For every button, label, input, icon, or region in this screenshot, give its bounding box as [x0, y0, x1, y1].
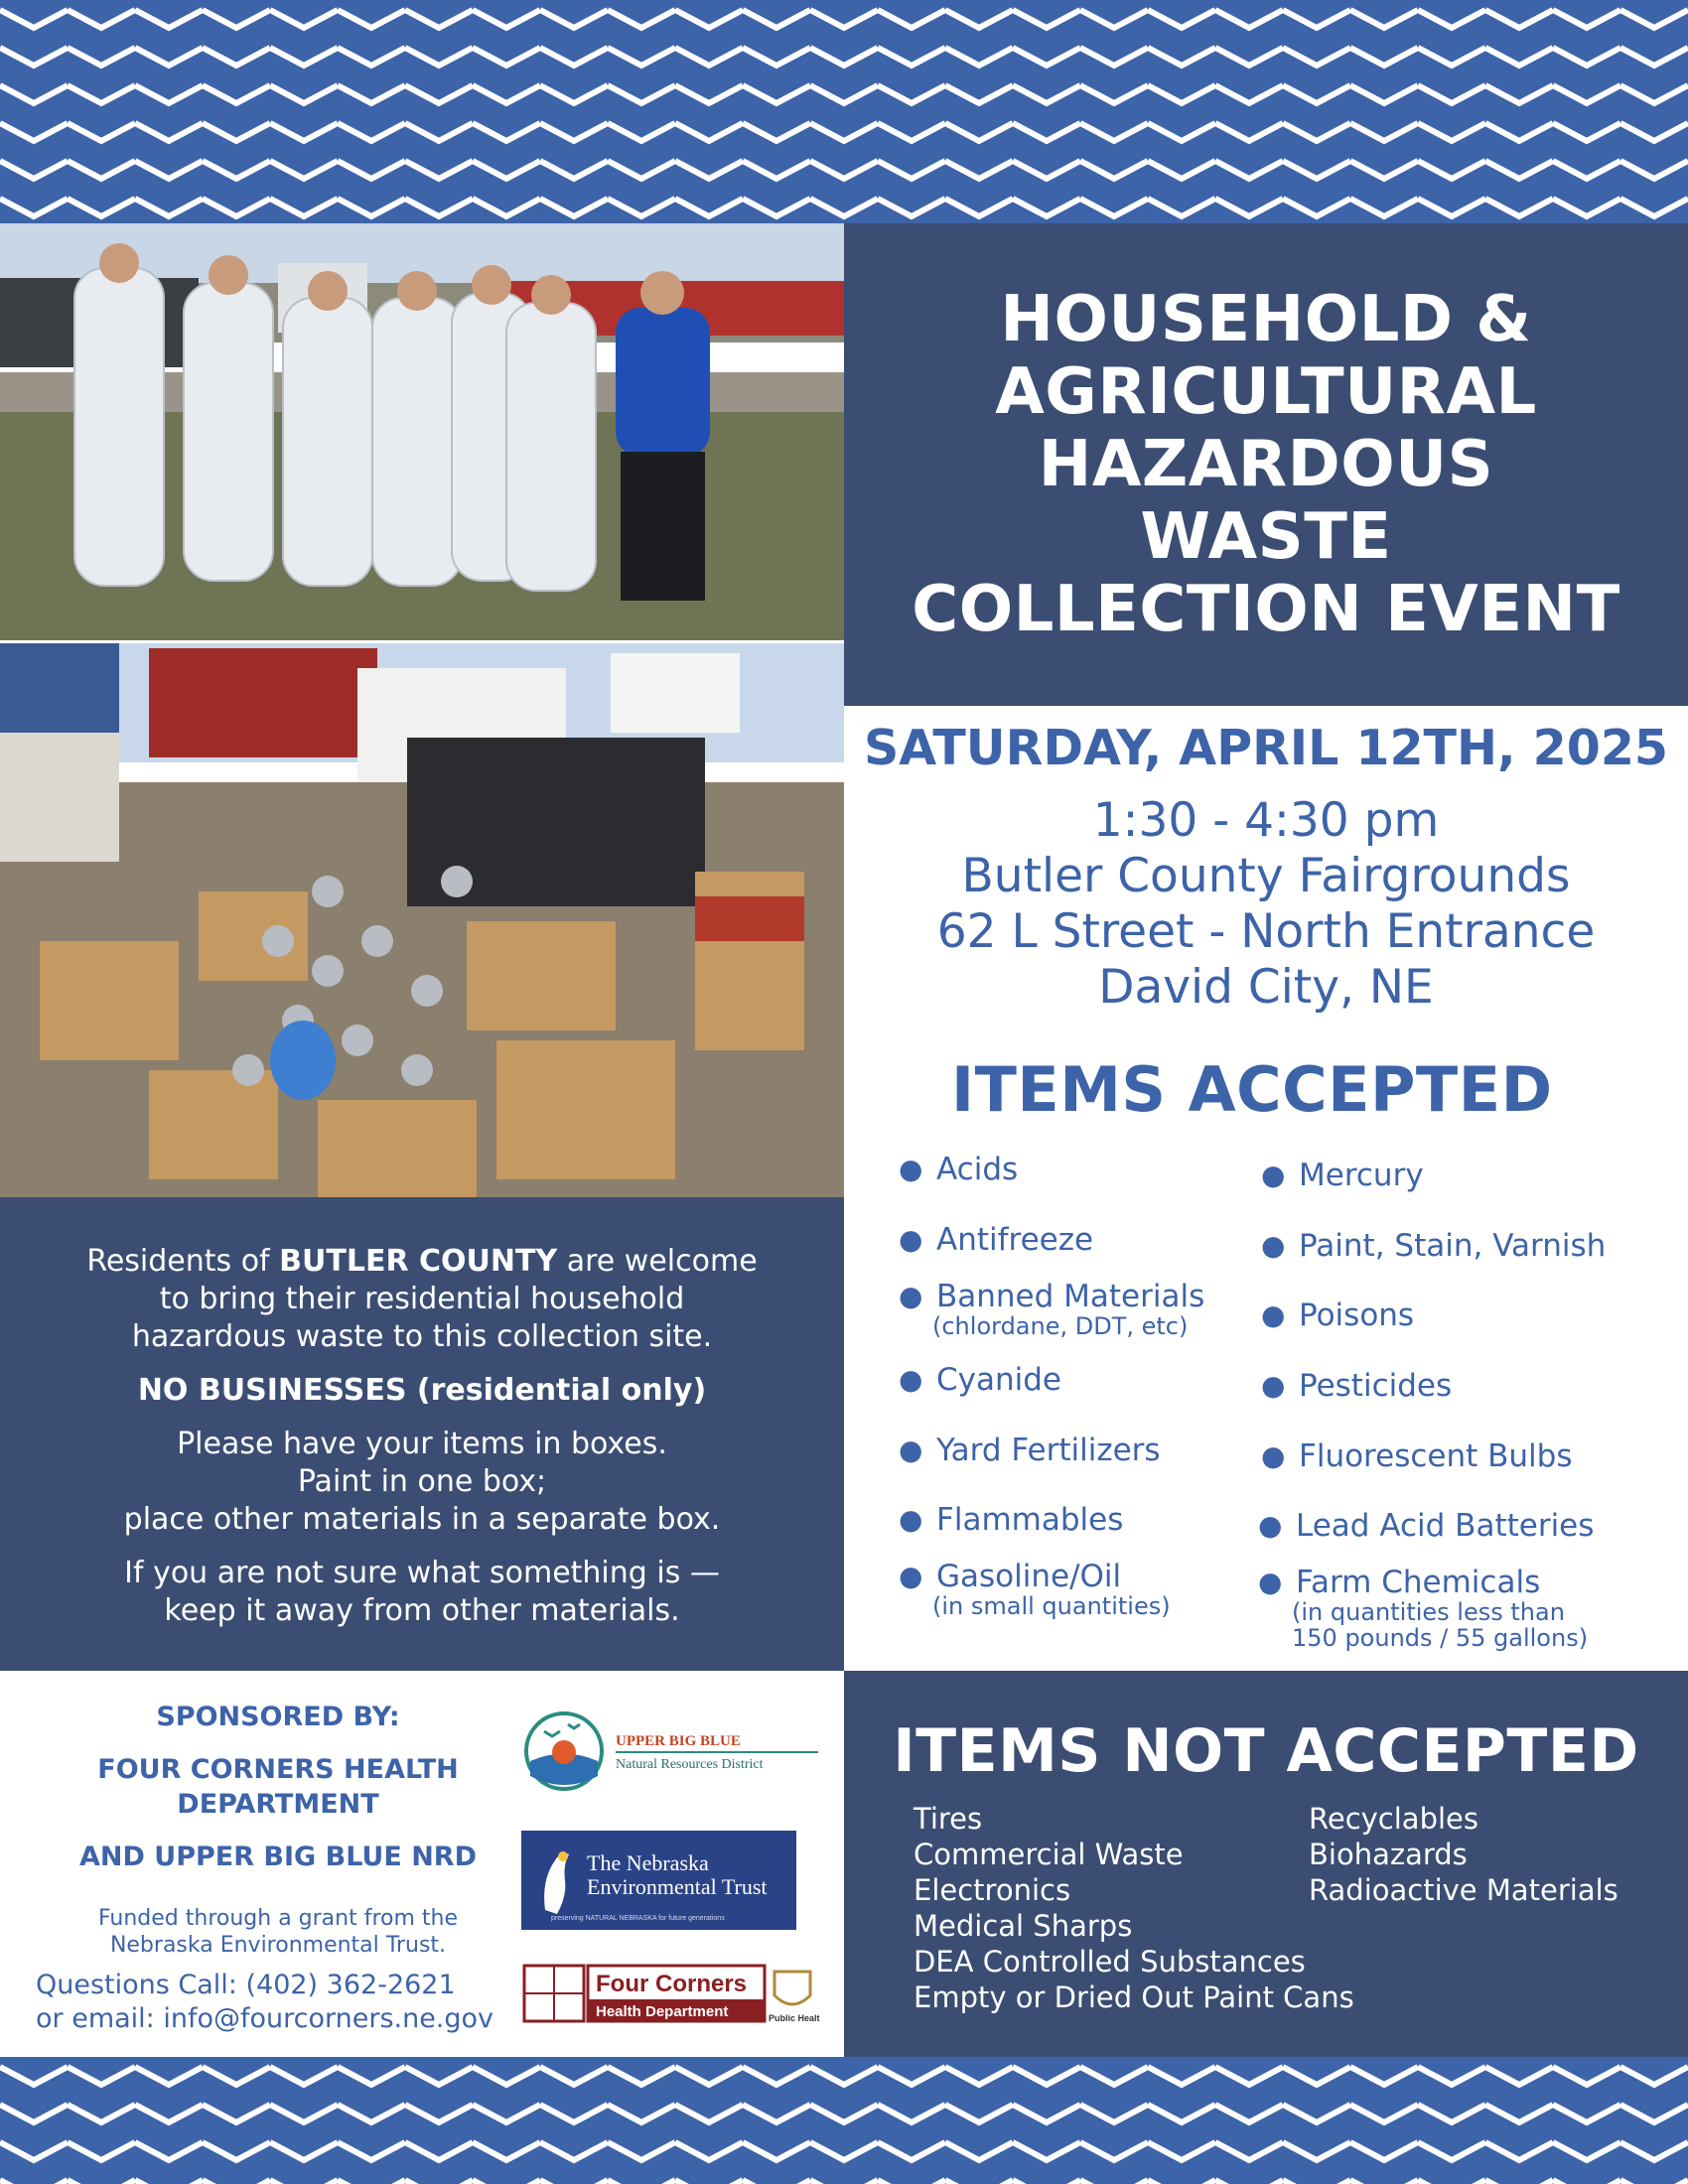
residents-info-panel	[0, 1197, 844, 1671]
residents-text: to bring their residential household	[159, 1282, 685, 1316]
nebraska-environmental-trust-logo	[521, 1831, 796, 1930]
accepted-item: ● Farm Chemicals (in quantities less than 150 pounds / 55 gallons)	[1258, 1565, 1589, 1652]
four-corners-health-logo	[522, 1960, 820, 2029]
not-accepted-item: Empty or Dried Out Paint Cans	[914, 1980, 1354, 2014]
not-accepted-item: Biohazards	[1309, 1838, 1468, 1871]
not-accepted-item: DEA Controlled Substances	[914, 1945, 1306, 1979]
accepted-item-note: (in quantities less than	[1292, 1598, 1565, 1626]
title-line: HAZARDOUS	[1038, 427, 1494, 501]
bullet-icon: ●	[1261, 1369, 1286, 1402]
items-not-accepted-panel	[844, 1671, 1688, 2057]
bullet-icon: ●	[1258, 1566, 1283, 1598]
not-accepted-item: Medical Sharps	[914, 1909, 1133, 1943]
event-info-panel	[844, 706, 1688, 1671]
upper-big-blue-nrd-logo	[524, 1706, 822, 1796]
not-accepted-list-right	[1309, 1801, 1618, 1908]
not-accepted-item: Recyclables	[1309, 1802, 1478, 1836]
contact-phone: Questions Call: (402) 362-2621	[36, 1970, 456, 2000]
title-line: HOUSEHOLD &	[1000, 282, 1532, 356]
unsure-instruction: keep it away from other materials.	[164, 1593, 680, 1628]
bullet-icon: ●	[899, 1433, 923, 1466]
sponsor-name: DEPARTMENT	[177, 1789, 379, 1820]
accepted-item: ● Antifreeze	[899, 1222, 1094, 1258]
event-title-panel	[844, 223, 1688, 706]
accepted-item: ● Yard Fertilizers	[899, 1433, 1161, 1468]
accepted-item: ● Mercury	[1261, 1158, 1424, 1193]
residents-intro: Residents of BUTLER COUNTY are welcome	[86, 1244, 758, 1279]
accepted-item-note: (chlordane, DDT, etc)	[932, 1312, 1189, 1340]
not-accepted-item: Radioactive Materials	[1309, 1873, 1618, 1907]
photo-volunteers-in-suits	[0, 223, 844, 640]
boxes-instruction: place other materials in a separate box.	[123, 1502, 721, 1537]
boxes-instruction: Please have your items in boxes.	[177, 1427, 667, 1461]
accepted-item: ● Poisons	[1261, 1297, 1415, 1333]
items-accepted-heading: ITEMS ACCEPTED	[951, 1053, 1553, 1126]
accepted-item: ● Flammables	[899, 1502, 1124, 1538]
fc-public-health-text: Public Health	[769, 2013, 820, 2023]
boxes-instruction: Paint in one box;	[297, 1464, 547, 1499]
unsure-instruction: If you are not sure what something is —	[124, 1556, 720, 1590]
accepted-item: ● Cyanide	[899, 1362, 1061, 1398]
event-city: David City, NE	[1098, 960, 1434, 1015]
accepted-item: ● Gasoline/Oil (in small quantities)	[899, 1559, 1171, 1620]
title-line: WASTE	[1140, 499, 1392, 574]
bullet-icon: ●	[899, 1280, 923, 1312]
net-logo-tagline: preserving NATURAL NEBRASKA for future generations	[551, 1915, 725, 1922]
accepted-item: ● Pesticides	[1261, 1368, 1453, 1404]
chevron-pattern-top	[0, 0, 1688, 223]
accepted-item: ● Paint, Stain, Varnish	[1261, 1228, 1607, 1264]
bullet-icon: ●	[899, 1153, 923, 1185]
ubb-logo-text: UPPER BIG BLUE	[616, 1733, 741, 1749]
sponsor-name: FOUR CORNERS HEALTH	[97, 1754, 459, 1785]
event-date: SATURDAY, APRIL 12TH, 2025	[863, 720, 1669, 776]
accepted-item-note: 150 pounds / 55 gallons)	[1292, 1624, 1589, 1652]
bullet-icon: ●	[899, 1560, 923, 1592]
event-venue: Butler County Fairgrounds	[961, 849, 1571, 903]
items-not-accepted-heading: ITEMS NOT ACCEPTED	[893, 1716, 1639, 1786]
accepted-item-note: (in small quantities)	[932, 1592, 1171, 1620]
net-logo-text: Environmental Trust	[587, 1874, 768, 1899]
residents-text: hazardous waste to this collection site.	[131, 1319, 713, 1354]
sponsor-name: AND UPPER BIG BLUE NRD	[78, 1842, 478, 1872]
accepted-item: ● Acids	[899, 1152, 1019, 1187]
sponsors-panel	[0, 1671, 844, 2057]
accepted-item: ● Fluorescent Bulbs	[1261, 1438, 1573, 1474]
fc-logo-text: Four Corners	[596, 1971, 748, 1997]
bullet-icon: ●	[1261, 1298, 1286, 1331]
bullet-icon: ●	[1261, 1439, 1286, 1472]
fc-logo-text: Health Department	[596, 2003, 729, 2020]
title-line: AGRICULTURAL	[995, 354, 1537, 429]
contact-email: or email: info@fourcorners.ne.gov	[36, 2003, 494, 2034]
funding-note: Funded through a grant from the	[97, 1906, 459, 1931]
accepted-item: ● Lead Acid Batteries	[1258, 1508, 1595, 1544]
not-accepted-list-left	[914, 1801, 1354, 2015]
net-logo-text: The Nebraska	[587, 1850, 709, 1875]
accepted-item: ● Banned Materials (chlordane, DDT, etc)	[899, 1279, 1205, 1340]
photo-collected-waste	[0, 643, 844, 1197]
not-accepted-item: Tires	[914, 1802, 983, 1836]
event-street: 62 L Street - North Entrance	[936, 904, 1596, 959]
title-line: COLLECTION EVENT	[912, 572, 1620, 646]
ubb-logo-text: Natural Resources District	[616, 1757, 764, 1772]
bullet-icon: ●	[1261, 1229, 1286, 1262]
not-accepted-item: Electronics	[914, 1873, 1071, 1907]
bullet-icon: ●	[1258, 1509, 1283, 1542]
funding-note: Nebraska Environmental Trust.	[109, 1933, 447, 1958]
event-time: 1:30 - 4:30 pm	[1092, 793, 1440, 848]
no-businesses-notice: NO BUSINESSES (residential only)	[137, 1373, 707, 1408]
bullet-icon: ●	[899, 1503, 923, 1536]
bullet-icon: ●	[1261, 1159, 1286, 1191]
chevron-pattern-bottom	[0, 2057, 1688, 2184]
not-accepted-item: Commercial Waste	[914, 1838, 1184, 1871]
bullet-icon: ●	[899, 1223, 923, 1256]
sponsors-heading: SPONSORED BY:	[156, 1702, 400, 1732]
bullet-icon: ●	[899, 1363, 923, 1396]
